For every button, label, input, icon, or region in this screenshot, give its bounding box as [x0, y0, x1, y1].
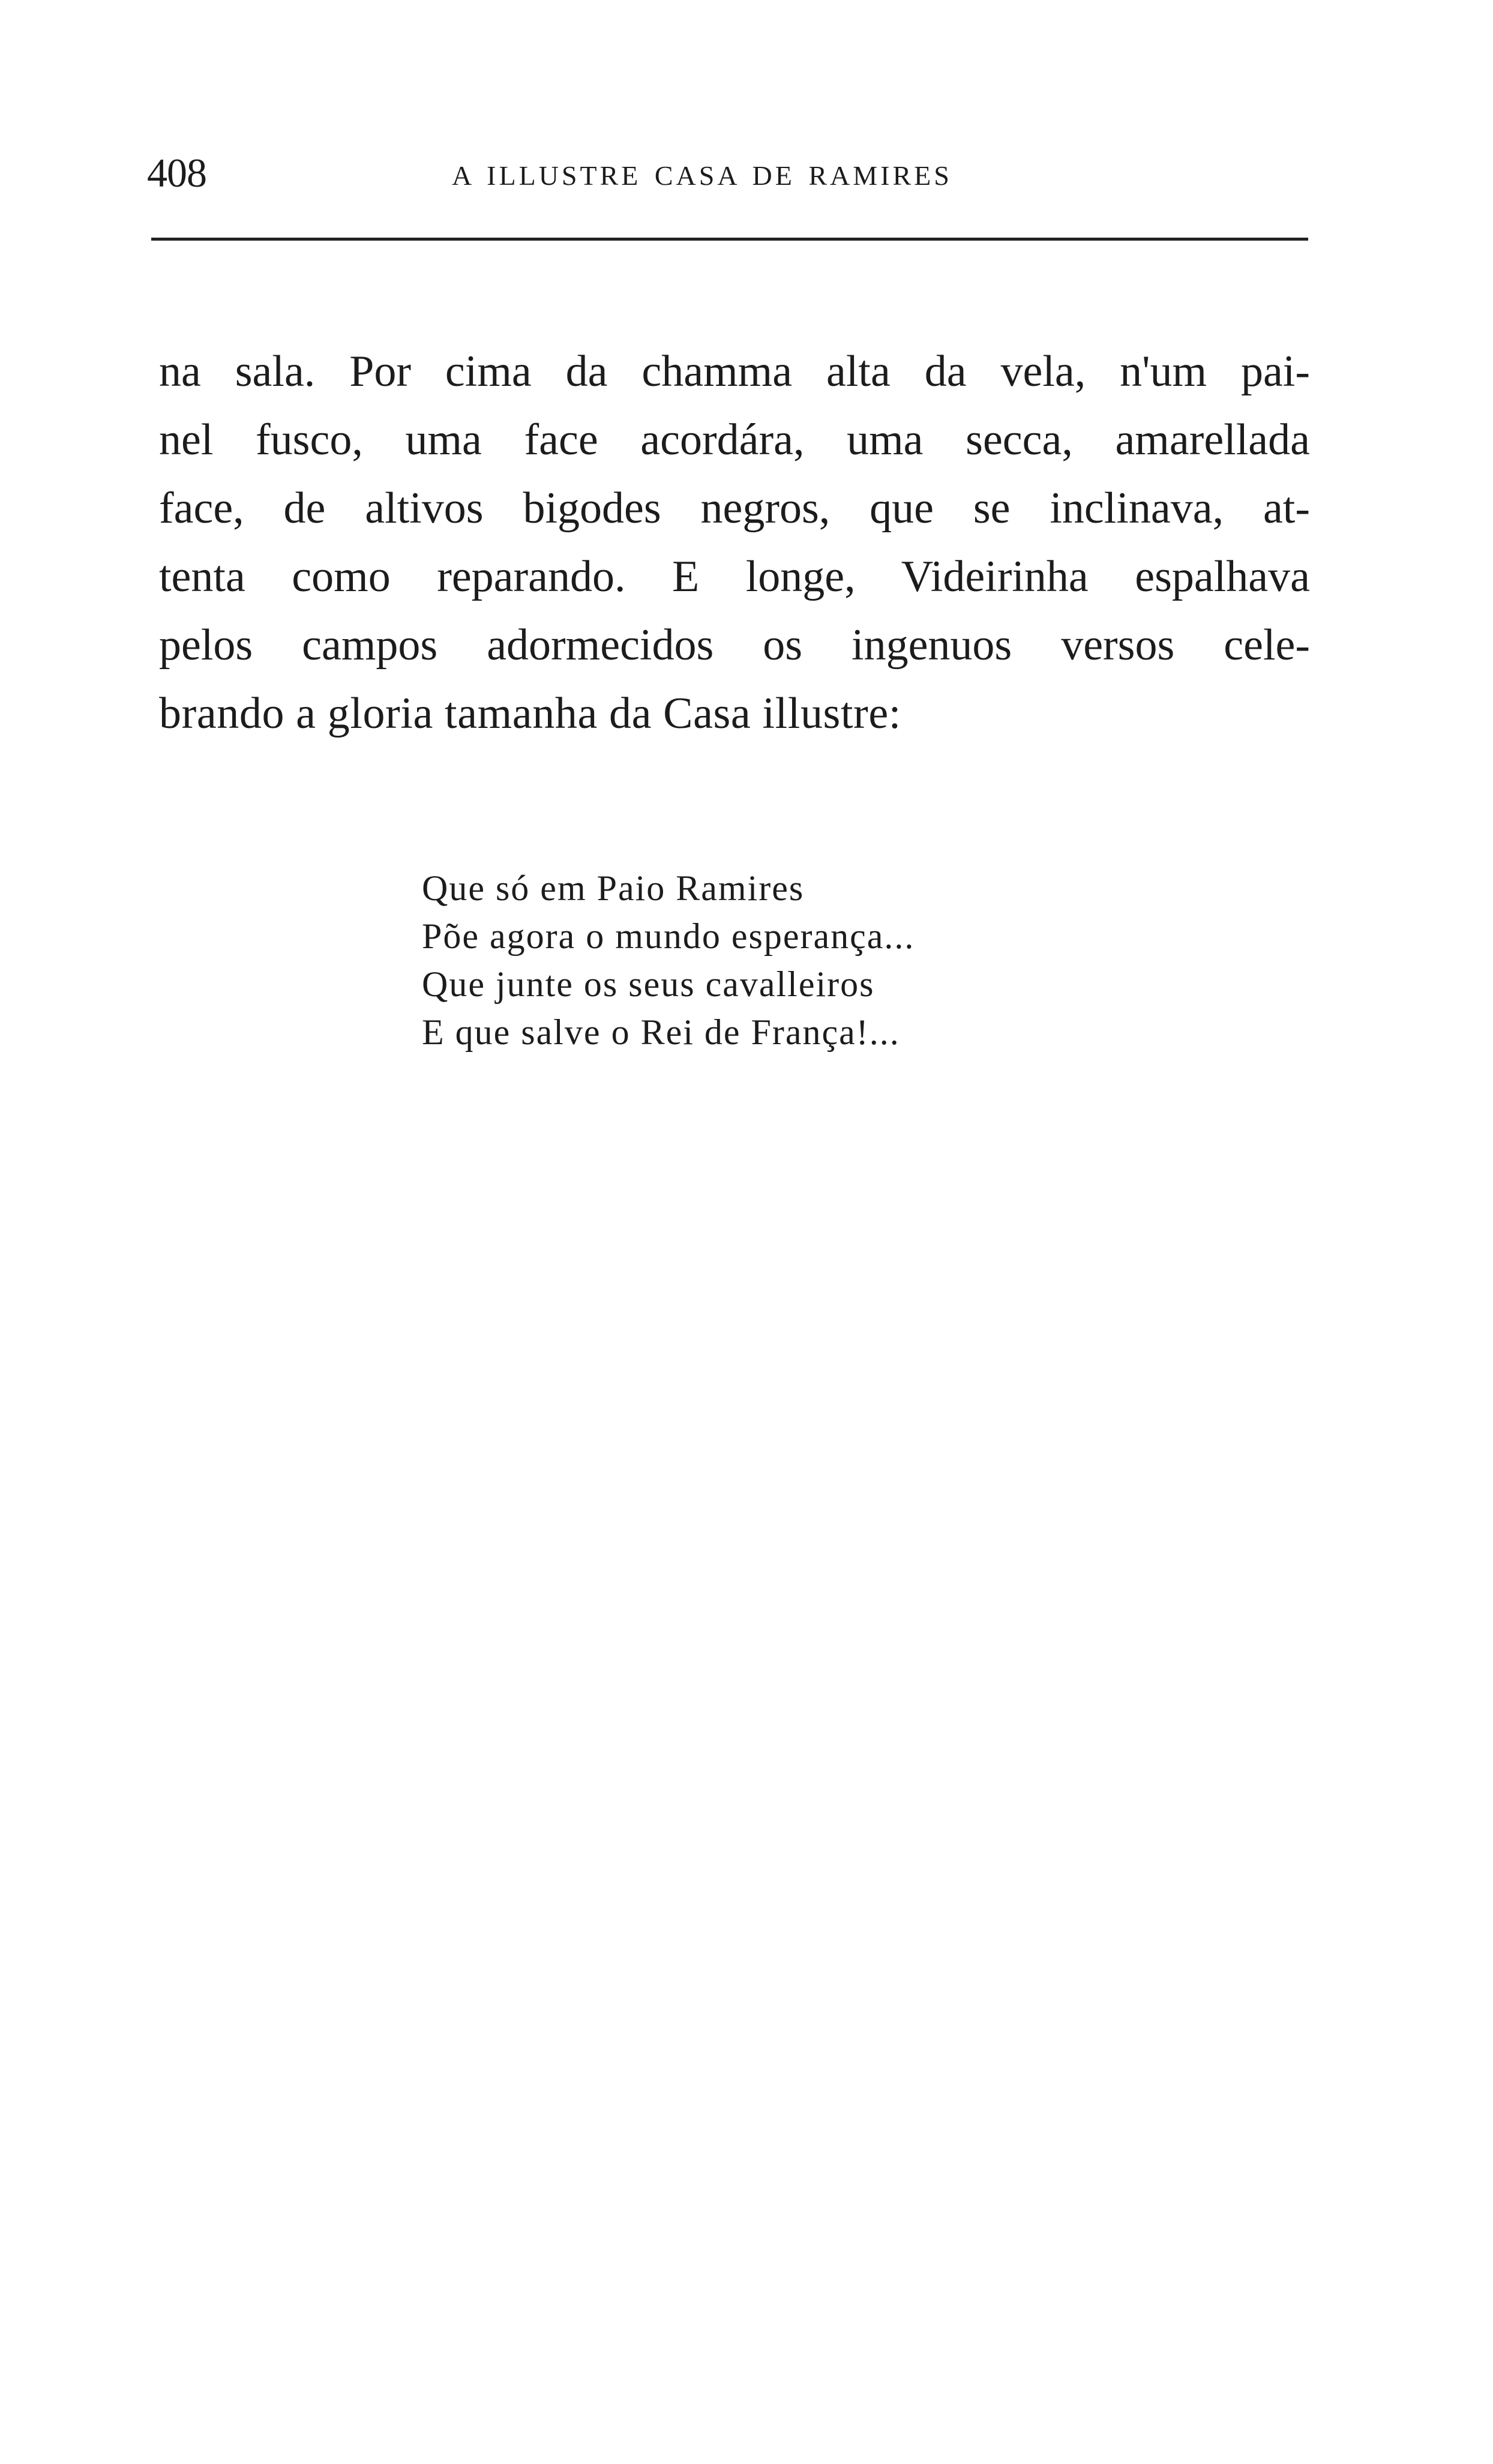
page-header [147, 146, 1308, 200]
verse-stanza [422, 864, 915, 1056]
text-line: pelos campos adormecidos os ingenuos versos cele- [159, 621, 1310, 670]
verse-line: E que salve o Rei de França!... [422, 1012, 900, 1052]
text-line: na sala. Por cima da chamma alta da vela, n'um pai- [159, 347, 1310, 396]
body-paragraph [159, 337, 1310, 748]
text-line: nel fusco, uma face acordára, uma secca, amarellada [159, 415, 1310, 464]
text-line: face, de altivos bigodes negros, que se inclinava, at- [159, 484, 1310, 533]
text-line: tenta como reparando. E longe, Videirinha espalhava [159, 552, 1310, 601]
verse-line: Que junte os seus cavalleiros [422, 964, 875, 1004]
header-rule [151, 238, 1308, 241]
page-number: 408 [147, 150, 206, 196]
verse-line: Põe agora o mundo esperança... [422, 916, 915, 956]
text-line: brando a gloria tamanha da Casa illustre: [159, 689, 901, 738]
verse-line: Que só em Paio Ramires [422, 868, 805, 908]
running-title: A ILLUSTRE CASA DE RAMIRES [452, 160, 952, 191]
